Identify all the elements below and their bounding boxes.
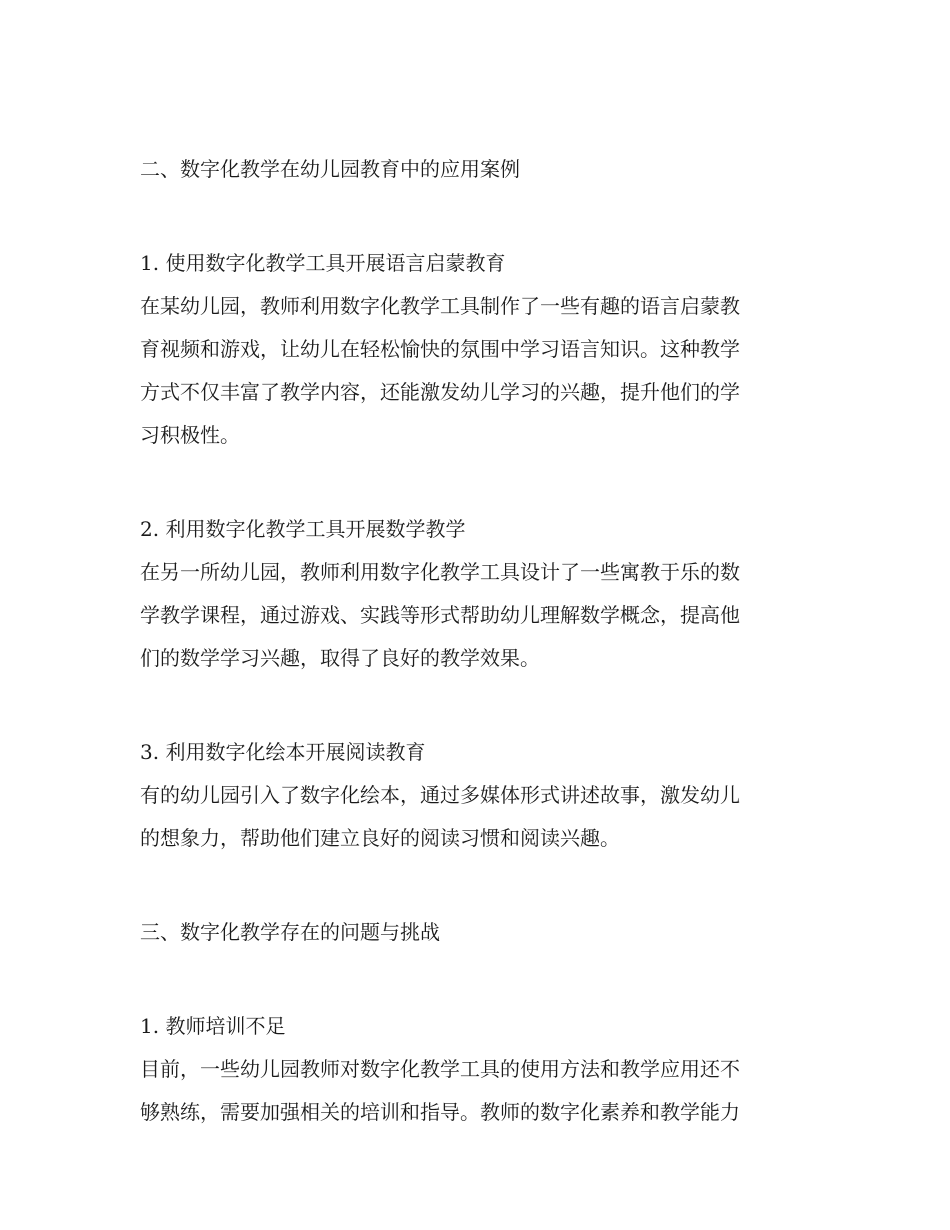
case-3-line-1: 有的幼儿园引入了数字化绘本，通过多媒体形式讲述故事，激发幼儿 <box>140 783 740 807</box>
section-heading-2: 二、数字化教学在幼儿园教育中的应用案例 <box>140 157 520 181</box>
case-1-line-3: 方式不仅丰富了教学内容，还能激发幼儿学习的兴趣，提升他们的学 <box>140 380 740 404</box>
case-1-line-2: 育视频和游戏，让幼儿在轻松愉快的氛围中学习语言知识。这种教学 <box>140 337 740 361</box>
issue-1-title: 1. 教师培训不足 <box>140 1014 286 1038</box>
issue-1-line-1: 目前，一些幼儿园教师对数字化教学工具的使用方法和教学应用还不 <box>140 1057 740 1081</box>
case-3-title: 3. 利用数字化绘本开展阅读教育 <box>140 740 426 764</box>
case-1-line-4: 习积极性。 <box>140 423 240 447</box>
case-2-line-2: 学教学课程，通过游戏、实践等形式帮助幼儿理解数学概念，提高他 <box>140 603 740 627</box>
case-1-line-1: 在某幼儿园，教师利用数字化教学工具制作了一些有趣的语言启蒙教 <box>140 294 740 318</box>
spacer <box>140 191 802 242</box>
case-2-line-3: 们的数学学习兴趣，取得了良好的教学效果。 <box>140 646 540 670</box>
case-2-line-1: 在另一所幼儿园，教师利用数字化教学工具设计了一些寓教于乐的数 <box>140 560 740 584</box>
spacer <box>140 457 802 508</box>
issue-1-line-2: 够熟练，需要加强相关的培训和指导。教师的数字化素养和教学能力 <box>140 1100 740 1124</box>
spacer <box>140 954 802 1005</box>
document-body <box>140 148 802 1134</box>
case-1-title: 1. 使用数字化教学工具开展语言启蒙教育 <box>140 251 506 275</box>
spacer <box>140 680 802 731</box>
spacer <box>140 860 802 911</box>
case-2-title: 2. 利用数字化教学工具开展数学教学 <box>140 517 466 541</box>
case-3-line-2: 的想象力，帮助他们建立良好的阅读习惯和阅读兴趣。 <box>140 826 620 850</box>
section-heading-3: 三、数字化教学存在的问题与挑战 <box>140 920 440 944</box>
